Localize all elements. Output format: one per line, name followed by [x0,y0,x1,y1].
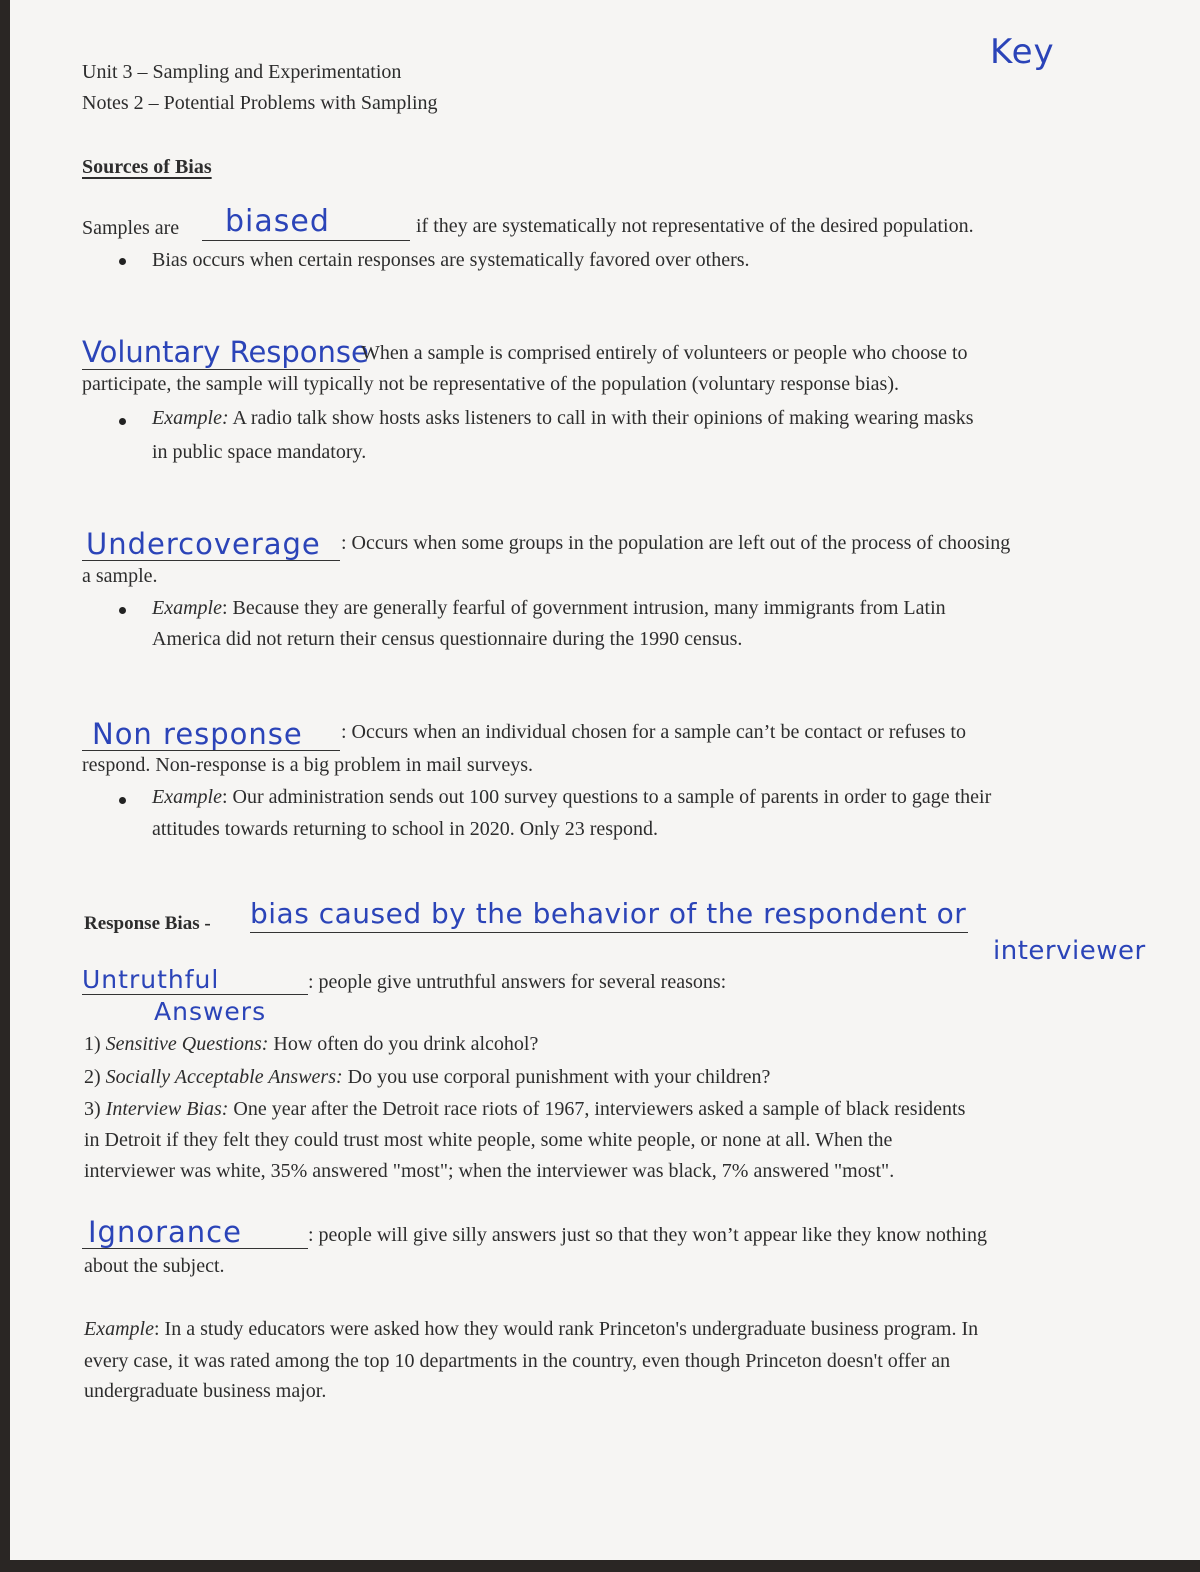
ignorance-term: Ignorance [88,1215,242,1249]
unit-title: Unit 3 – Sampling and Experimentation [82,61,402,83]
undercoverage-line1: : Occurs when some groups in the population are left out of the process of choosing [341,532,1011,554]
example-text: : In a study educators were asked how they would rank Princeton's undergraduate business program. In [153,1318,979,1340]
key-handwritten: Key [990,32,1055,72]
example-text: : Because they are generally fearful of government intrusion, many immigrants from Latin [221,597,946,619]
sources-heading: Sources of Bias [82,156,212,178]
voluntary-example-line1 [152,403,974,434]
example-text: A radio talk show hosts asks listeners to call in with their opinions of making wearing masks [232,407,974,429]
undercoverage-example-line1 [152,593,946,624]
voluntary-term: Voluntary Response [82,335,369,369]
example-label: Example [84,1318,154,1340]
biased-prefix: Samples are [82,217,180,239]
untruthful-term-line2: Answers [154,997,267,1026]
item-text: How often do you drink alcohol? [273,1033,539,1055]
nonresponse-example-line2: attitudes towards returning to school in 2020. Only 23 respond. [152,818,659,840]
nonresponse-line1: : Occurs when an individual chosen for a sample can’t be contact or refuses to [341,721,966,743]
untruthful-item-2 [84,1062,770,1093]
item-label: Interview Bias: [105,1098,229,1120]
ignorance-example-line2: every case, it was rated among the top 10 departments in the country, even though Princeton doesn't offer an [84,1350,951,1372]
undercoverage-term: Undercoverage [86,527,321,561]
untruthful-item-3-line3: interviewer was white, 35% answered "most"; when the interviewer was black, 7% answered "most". [84,1160,895,1182]
ignorance-line1: : people will give silly answers just so that they won’t appear like they know nothing [308,1224,987,1246]
untruthful-item-1 [84,1029,538,1060]
undercoverage-example-line2: America did not return their census questionnaire during the 1990 census. [152,628,743,650]
untruthful-desc: : people give untruthful answers for several reasons: [308,971,727,993]
item-label: Sensitive Questions: [105,1033,269,1055]
item-number: 1) [84,1033,101,1055]
untruthful-item-3-line2: in Detroit if they felt they could trust most white people, some white people, or none at all. When the [84,1129,893,1151]
ignorance-example-line1 [84,1314,978,1345]
item-number: 2) [84,1066,101,1088]
biased-answer: biased [225,204,330,239]
voluntary-line2: participate, the sample will typically not be representative of the population (voluntary response bias). [82,373,899,395]
nonresponse-example-line1 [152,782,991,813]
response-bias-answer-line2: interviewer [993,936,1146,966]
example-text: : Our administration sends out 100 survey questions to a sample of parents in order to gage their [221,786,992,808]
response-bias-label: Response Bias - [84,913,211,934]
example-label: Example: [152,407,229,429]
untruthful-term-line1: Untruthful [82,965,220,994]
bullet-dot [119,607,126,614]
ignorance-example-line3: undergraduate business major. [84,1380,327,1402]
example-label: Example [152,786,222,808]
nonresponse-term: Non response [92,717,303,751]
item-label: Socially Acceptable Answers: [105,1066,343,1088]
ignorance-line2: about the subject. [84,1255,225,1277]
example-label: Example [152,597,222,619]
voluntary-line1: When a sample is comprised entirely of volunteers or people who choose to [361,342,968,364]
nonresponse-line2: respond. Non-response is a big problem in mail surveys. [82,754,534,776]
item-text: One year after the Detroit race riots of 1967, interviewers asked a sample of black residents [233,1098,966,1120]
voluntary-example-line2: in public space mandatory. [152,441,367,463]
undercoverage-line2: a sample. [82,565,158,587]
bullet-dot [119,418,126,425]
bullet-dot [119,797,126,804]
biased-blank [202,240,410,241]
ignorance-blank [82,1248,308,1249]
untruthful-blank [82,994,308,995]
bias-bullet-text: Bias occurs when certain responses are systematically favored over others. [152,249,750,271]
notes-title: Notes 2 – Potential Problems with Sampling [82,92,438,114]
bullet-dot [119,258,126,265]
worksheet-page [10,0,1200,1560]
item-number: 3) [84,1098,101,1120]
response-bias-answer-line1: bias caused by the behavior of the respondent or [250,896,968,933]
biased-suffix: if they are systematically not representative of the desired population. [416,215,974,237]
untruthful-item-3 [84,1094,965,1125]
item-text: Do you use corporal punishment with your children? [347,1066,771,1088]
